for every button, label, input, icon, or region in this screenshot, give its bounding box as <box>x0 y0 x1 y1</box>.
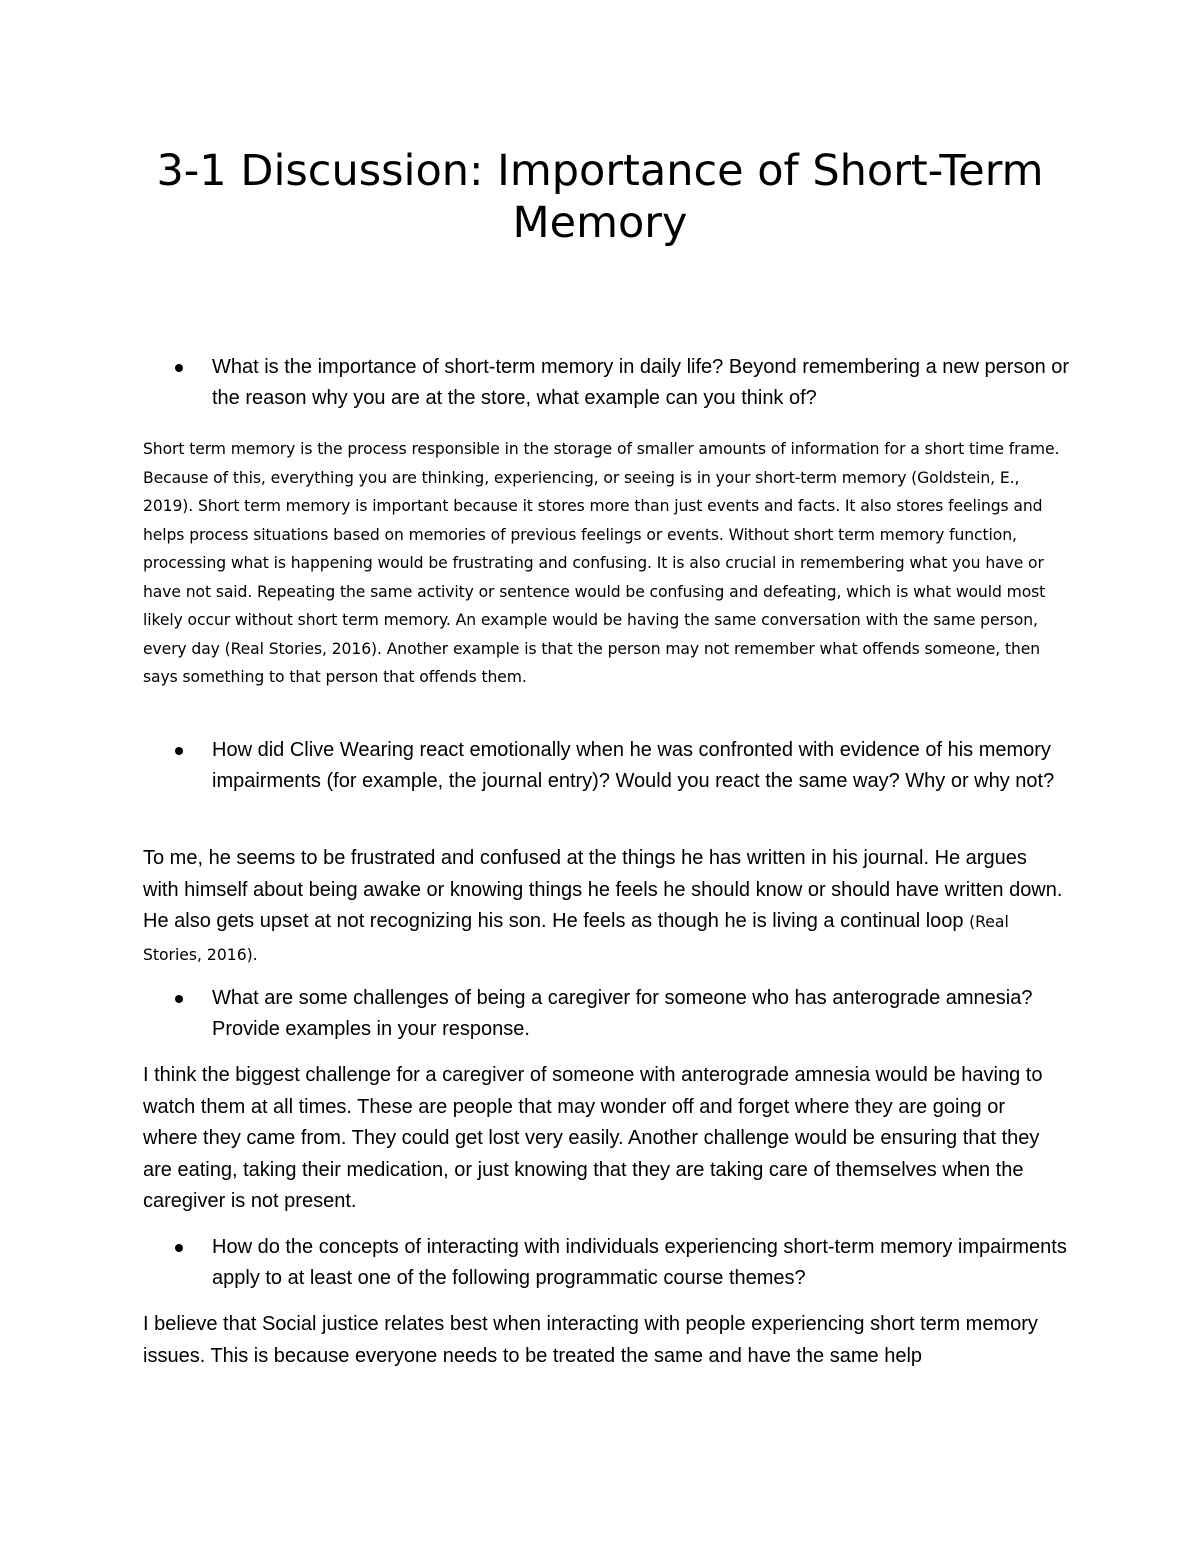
answer-2-citation: (Real Stories, 2016). <box>143 913 1009 964</box>
question-4-text: How do the concepts of interacting with individuals experiencing short-term memory impairments apply to at least one of the following programmatic course themes? <box>212 1236 1067 1289</box>
bullet-icon <box>175 747 183 755</box>
question-2 <box>212 735 1072 797</box>
document-title: 3-1 Discussion: Importance of Short-Term Memory <box>156 146 1044 248</box>
bullet-icon <box>175 995 183 1003</box>
question-3-text: What are some challenges of being a caregiver for someone who has anterograde amnesia? Provide examples in your response. <box>212 987 1033 1040</box>
question-3 <box>212 983 1072 1045</box>
question-1 <box>212 352 1072 414</box>
bullet-icon <box>175 1244 183 1252</box>
question-4 <box>212 1232 1072 1294</box>
answer-2-text: To me, he seems to be frustrated and confused at the things he has written in his journal. He argues with himself about being awake or knowing things he feels he should know or should have written down. He also gets upset at not recognizing his son. He feels as though he is living a continual loop <box>143 847 1063 932</box>
answer-4: I believe that Social justice relates best when interacting with people experiencing short term memory issues. This is because everyone needs to be treated the same and have the same help <box>143 1313 1038 1367</box>
answer-2 <box>143 843 1063 971</box>
answer-3: I think the biggest challenge for a caregiver of someone with anterograde amnesia would be having to watch them at all times. These are people that may wonder off and forget where they are going or where they came from. They could get lost very easily. Another challenge would be ensuring that they are eating, taking their medication, or just knowing that they are taking care of themselves when the caregiver is not present. <box>143 1064 1043 1212</box>
bullet-icon <box>175 364 183 372</box>
question-1-text: What is the importance of short-term memory in daily life? Beyond remembering a new person or the reason why you are at the store, what example can you think of? <box>212 356 1070 409</box>
question-2-text: How did Clive Wearing react emotionally when he was confronted with evidence of his memory impairments (for example, the journal entry)? Would you react the same way? Why or why not? <box>212 739 1055 792</box>
answer-1: Short term memory is the process responsible in the storage of smaller amounts of information for a short time frame. Because of this, everything you are thinking, experiencing, or seeing is in your short-term memory (Goldstein, E., 2019). Short term memory is important because it stores more than just events and facts. It also stores feelings and helps process situations based on memories of previous feelings or events. Without short term memory function, processing what is happening would be frustrating and confusing. It is also crucial in remembering what you have or have not said. Repeating the same activity or sentence would be confusing and defeating, which is what would most likely occur without short term memory. An example would be having the same conversation with the same person, every day (Real Stories, 2016). Another example is that the person may not remember what offends someone, then says something to that person that offends them. <box>143 440 1060 686</box>
